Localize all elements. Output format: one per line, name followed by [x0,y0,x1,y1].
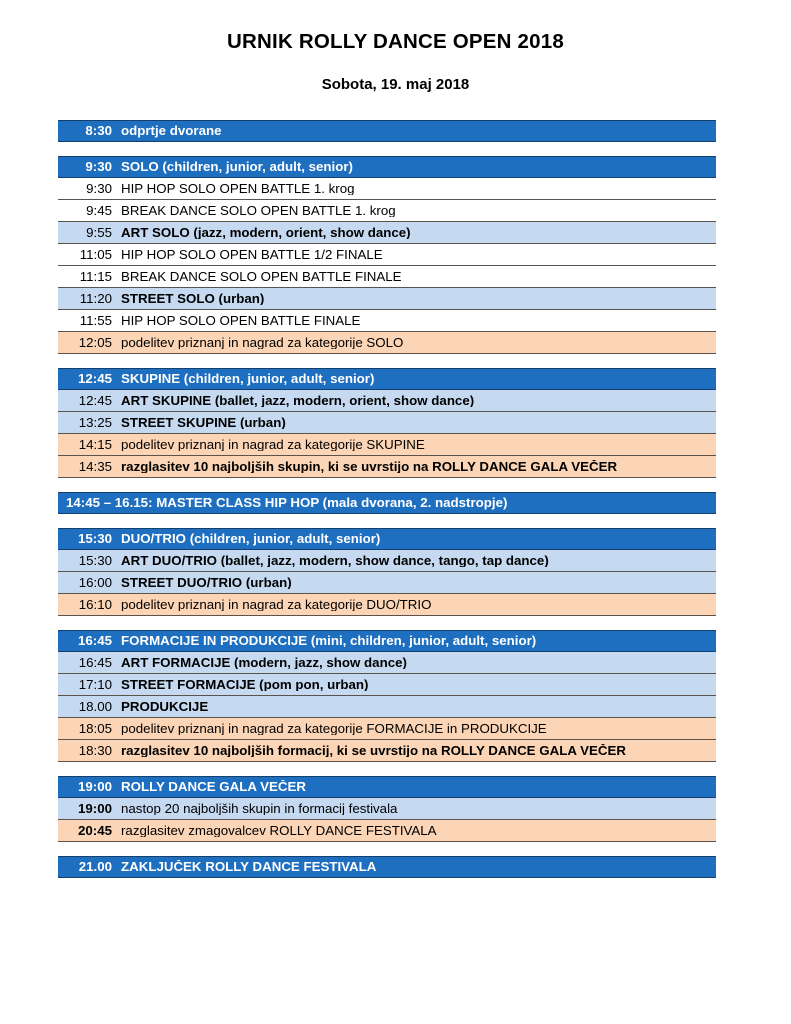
page-subtitle: Sobota, 19. maj 2018 [321,76,470,93]
schedule-row-description: ART SKUPINE (ballet, jazz, modern, orient, show dance) [121,393,475,408]
schedule-row [58,820,716,842]
schedule-row-time: 12:05 [78,334,112,350]
schedule-row-time: 18.00 [78,698,112,714]
schedule-row-description: ART FORMACIJE (modern, jazz, show dance) [121,655,407,670]
schedule-row-time: 9:30 [86,180,112,196]
schedule-row-description: STREET DUO/TRIO (urban) [121,575,292,590]
schedule-row-time: 20:45 [77,822,112,838]
schedule-row-description: nastop 20 najboljših skupin in formacij festivala [121,801,398,816]
schedule-row-time: 9:30 [85,159,112,175]
schedule-row-description: podelitev priznanj in nagrad za kategorije FORMACIJE in PRODUKCIJE [121,721,547,736]
schedule-row [58,798,716,820]
schedule-row [58,572,716,594]
schedule-section-header-row [58,120,716,142]
schedule-row-time: 12:45 [77,371,112,387]
schedule-row-description: podelitev priznanj in nagrad za kategorije DUO/TRIO [121,597,432,612]
schedule-row [58,288,716,310]
schedule-row-description: razglasitev zmagovalcev ROLLY DANCE FESTIVALA [121,823,437,838]
schedule-row-description: odprtje dvorane [121,124,222,138]
schedule-row-time: 11:20 [79,290,112,306]
schedule-row-description: BREAK DANCE SOLO OPEN BATTLE 1. krog [121,203,396,218]
schedule-row-time: 8:30 [85,123,112,139]
schedule-row-description: HIP HOP SOLO OPEN BATTLE 1/2 FINALE [121,247,383,262]
schedule-section-duo-trio [58,528,716,616]
schedule-row [58,266,716,288]
schedule-row-description: SOLO (children, junior, adult, senior) [121,160,353,174]
page-title: URNIK ROLLY DANCE OPEN 2018 [227,30,564,53]
schedule-row [58,390,716,412]
schedule-row-time: 12:45 [78,392,112,408]
schedule-row [58,222,716,244]
schedule-row [58,594,716,616]
schedule-row-description: STREET FORMACIJE (pom pon, urban) [121,677,369,692]
schedule-row-time: 9:55 [86,224,112,240]
schedule-row [58,652,716,674]
schedule-section-formacije-produkcije [58,630,716,762]
schedule-row [58,718,716,740]
schedule-section-master-class [58,492,716,514]
schedule-row-description: BREAK DANCE SOLO OPEN BATTLE FINALE [121,269,402,284]
schedule-row-description: ART DUO/TRIO (ballet, jazz, modern, show dance, tango, tap dance) [121,553,549,568]
schedule-row-time: 14:15 [78,436,112,452]
schedule-row [58,332,716,354]
schedule-table [58,120,716,878]
schedule-row-description: FORMACIJE IN PRODUKCIJE (mini, children, junior, adult, senior) [121,634,537,648]
schedule-row-time: 19:00 [77,779,112,795]
schedule-row-time: 11:05 [79,246,112,262]
schedule-row [58,244,716,266]
schedule-row [58,674,716,696]
schedule-row-description: ART SOLO (jazz, modern, orient, show dance) [121,225,411,240]
schedule-row-time: 15:30 [77,531,112,547]
schedule-section-opening [58,120,716,142]
schedule-row-time: 16:45 [77,633,112,649]
schedule-row-description: SKUPINE (children, junior, adult, senior) [121,372,375,386]
schedule-row-description: PRODUKCIJE [121,699,209,714]
schedule-row [58,740,716,762]
schedule-row-full-text: 14:45 – 16.15: MASTER CLASS HIP HOP (mala dvorana, 2. nadstropje) [66,496,508,510]
schedule-row-time: 19:00 [77,800,112,816]
schedule-row-description: podelitev priznanj in nagrad za kategorije SOLO [121,335,404,350]
schedule-row-description: ROLLY DANCE GALA VEČER [121,780,306,794]
schedule-section-gala-vecer [58,776,716,842]
schedule-row [58,456,716,478]
schedule-section-header-row [58,856,716,878]
schedule-section-header-row [58,156,716,178]
schedule-row-time: 17:10 [78,676,112,692]
schedule-row-time: 14:35 [78,458,112,474]
schedule-section-header-row [58,492,716,514]
schedule-section-header-row [58,528,716,550]
schedule-row-description: razglasitev 10 najboljših formacij, ki se uvrstijo na ROLLY DANCE GALA VEČER [121,743,626,758]
schedule-row [58,550,716,572]
schedule-section-header-row [58,368,716,390]
schedule-row [58,412,716,434]
schedule-row-time: 11:15 [79,268,112,284]
schedule-row-time: 16:00 [78,574,112,590]
schedule-row-time: 21.00 [78,859,112,875]
schedule-section-solo [58,156,716,354]
schedule-row [58,434,716,456]
schedule-row-description: ZAKLJUČEK ROLLY DANCE FESTIVALA [121,860,377,874]
schedule-row-time: 9:45 [86,202,112,218]
schedule-row-description: STREET SOLO (urban) [121,291,265,306]
schedule-row [58,310,716,332]
schedule-row-time: 16:10 [78,596,112,612]
schedule-row-time: 16:45 [78,654,112,670]
schedule-row [58,178,716,200]
schedule-section-skupine [58,368,716,478]
schedule-row-time: 13:25 [78,414,112,430]
schedule-row-description: HIP HOP SOLO OPEN BATTLE 1. krog [121,181,355,196]
schedule-section-closing [58,856,716,878]
schedule-row-time: 11:55 [79,312,112,328]
schedule-row-time: 18:05 [78,720,112,736]
schedule-row-description: razglasitev 10 najboljših skupin, ki se uvrstijo na ROLLY DANCE GALA VEČER [121,459,618,474]
schedule-row-description: podelitev priznanj in nagrad za kategorije SKUPINE [121,437,425,452]
schedule-row-time: 18:30 [78,742,112,758]
schedule-row [58,696,716,718]
schedule-section-header-row [58,630,716,652]
schedule-row-description: HIP HOP SOLO OPEN BATTLE FINALE [121,313,361,328]
schedule-section-header-row [58,776,716,798]
schedule-row-description: STREET SKUPINE (urban) [121,415,286,430]
schedule-row-time: 15:30 [78,552,112,568]
schedule-row [58,200,716,222]
schedule-row-description: DUO/TRIO (children, junior, adult, senior) [121,532,381,546]
